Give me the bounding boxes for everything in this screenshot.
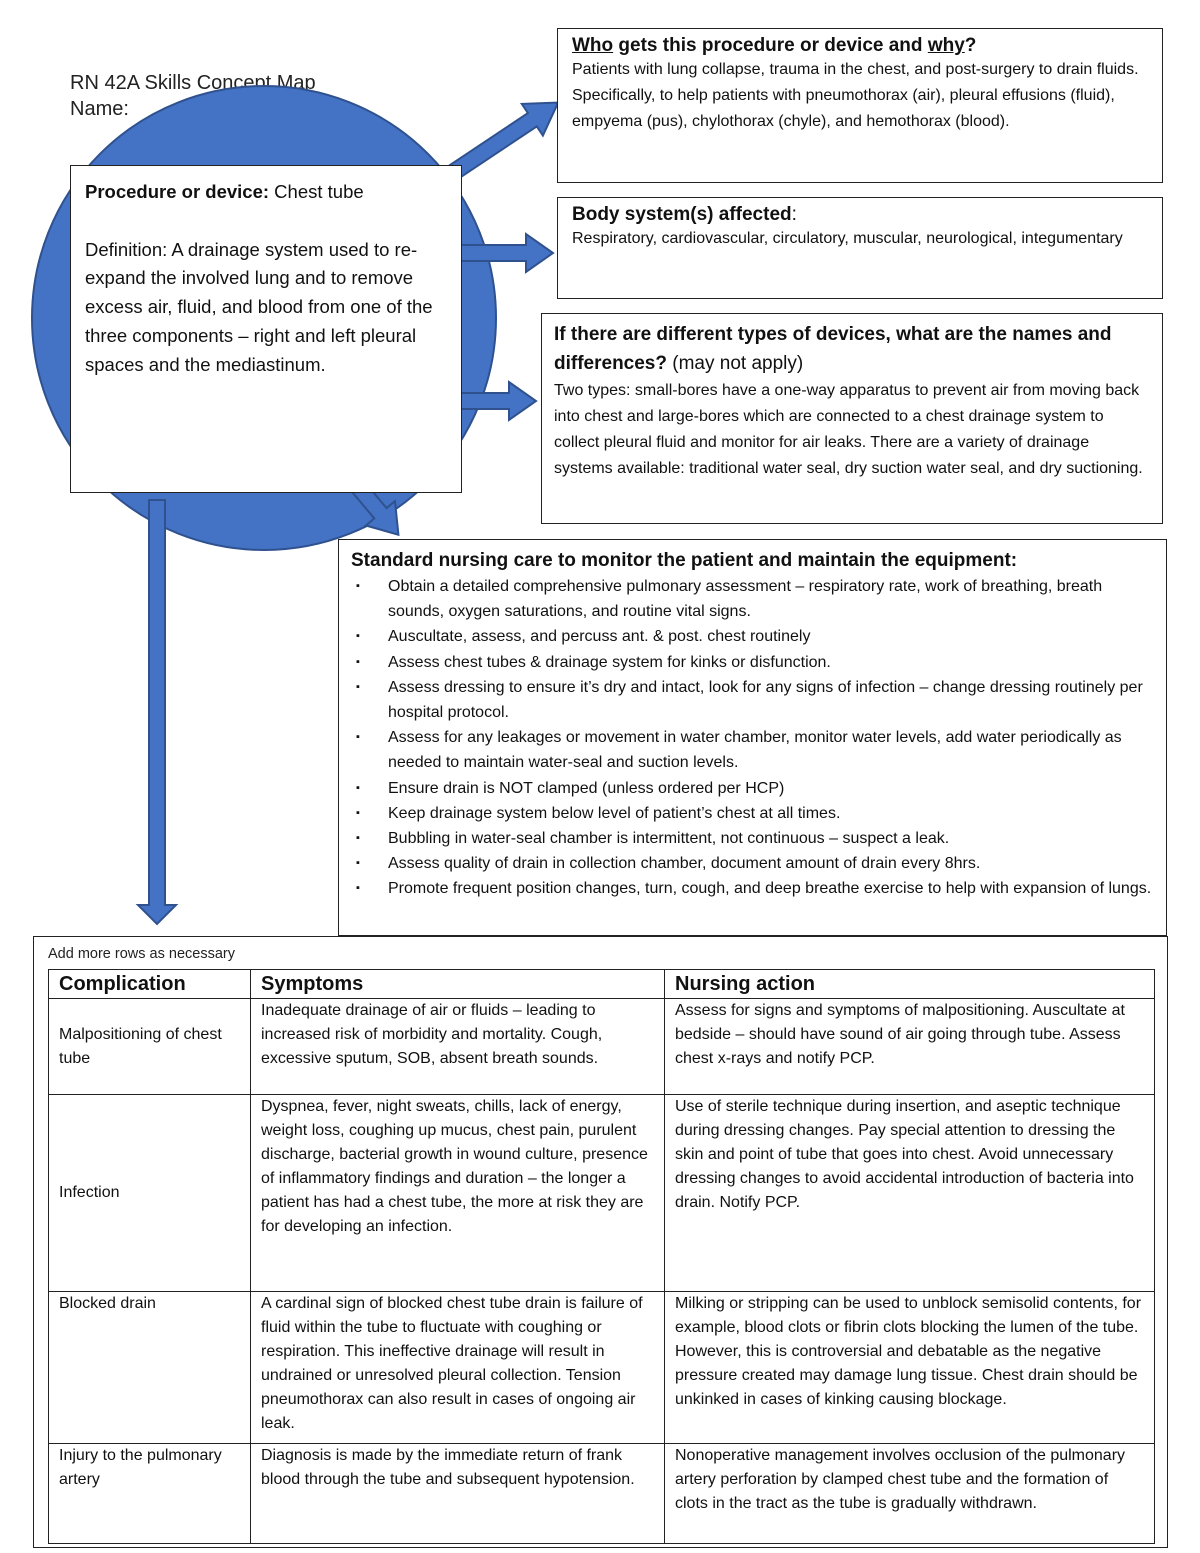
- nursing-care-item-text: Assess quality of drain in collection chamber, document amount of drain every 8hrs.: [388, 855, 981, 873]
- bullet-icon: ▪: [356, 781, 360, 794]
- bullet-icon: ▪: [356, 580, 360, 592]
- nursing-care-item-text: Keep drainage system below level of patient’s chest at all times.: [388, 804, 841, 822]
- nursing-care-item-text: Ensure drain is NOT clamped (unless ordered per HCP): [388, 779, 785, 797]
- who-title: Who gets this procedure or device and why?: [572, 35, 977, 56]
- bullet-icon: ▪: [356, 655, 360, 668]
- table-row: [49, 1444, 1155, 1544]
- procedure-label: Procedure or device:: [85, 181, 270, 202]
- nursing-care-item: [351, 725, 1154, 775]
- nursing-care-item-text: Assess for any leakages or movement in water chamber, monitor water levels, add water periodically as needed to maintain water-seal and suction levels.: [388, 729, 1122, 772]
- document-title: RN 42A Skills Concept Map: [70, 72, 316, 94]
- device-types-title: If there are different types of devices, what are the names and differences? (may not apply): [554, 324, 1112, 374]
- action-cell: Assess for signs and symptoms of malpositioning. Auscultate at bedside – should have sound of air going through tube. Assess chest x-rays and notify PCP.: [665, 999, 1155, 1095]
- symptoms-cell: Inadequate drainage of air or fluids – leading to increased risk of morbidity and mortality. Cough, excessive sputum, SOB, absent breath sounds.: [251, 999, 665, 1095]
- nursing-care-item: [351, 801, 1154, 826]
- action-cell: Nonoperative management involves occlusion of the pulmonary artery perforation by clamped chest tube and the formation of clots in the tract as the tube is gradually withdrawn.: [665, 1444, 1155, 1544]
- complication-cell: Injury to the pulmonary artery: [49, 1444, 251, 1544]
- nursing-care-item: [351, 851, 1154, 876]
- nursing-care-item-text: Obtain a detailed comprehensive pulmonary assessment – respiratory rate, work of breathing, breath sounds, oxygen saturations, and routine vital signs.: [388, 578, 1103, 621]
- nursing-care-item: [351, 675, 1154, 725]
- header-symptoms: Symptoms: [251, 970, 665, 999]
- symptoms-cell: A cardinal sign of blocked chest tube drain is failure of fluid within the tube to fluctuate with coughing or respiration. This ineffective drainage will result in undrained or unresolved pleural collection. Tension pneumothorax can also result in cases of ongoing air leak.: [251, 1292, 665, 1444]
- symptoms-cell: Dyspnea, fever, night sweats, chills, lack of energy, weight loss, coughing up mucus, chest pain, purulent discharge, bacterial growth in wound culture, presence of inflammatory findings and duration – the longer a patient has had a chest tube, the more at risk they are for developing an infection.: [251, 1095, 665, 1292]
- complication-cell: Malpositioning of chest tube: [49, 999, 251, 1095]
- nursing-care-item-text: Promote frequent position changes, turn, cough, and deep breathe exercise to help with expansion of lungs.: [388, 880, 1152, 898]
- bullet-icon: ▪: [356, 731, 360, 744]
- table-row: [49, 1095, 1155, 1292]
- nursing-care-item-text: Assess chest tubes & drainage system for kinks or disfunction.: [388, 653, 831, 671]
- nursing-care-item: [351, 574, 1154, 624]
- bullet-icon: ▪: [356, 806, 360, 819]
- body-systems-box: [557, 197, 1163, 299]
- header-nursing-action: Nursing action: [665, 970, 1155, 999]
- nursing-care-item: [351, 826, 1154, 851]
- table-row: [49, 1292, 1155, 1444]
- bullet-icon: ▪: [356, 857, 360, 870]
- nursing-care-item: [351, 624, 1154, 649]
- who-body: Patients with lung collapse, trauma in the chest, and post-surgery to drain fluids. Specifically, to help patients with pneumothorax (air), pleural effusions (fluid), empyema (pus), chylothorax (chyle), and hemothorax (blood).: [572, 61, 1139, 130]
- procedure-box: [70, 165, 462, 493]
- nursing-care-item-text: Auscultate, assess, and percuss ant. & post. chest routinely: [388, 628, 811, 646]
- bullet-icon: ▪: [356, 630, 360, 643]
- body-systems-title: Body system(s) affected:: [572, 204, 797, 225]
- nursing-care-item: [351, 876, 1154, 901]
- nursing-care-title: Standard nursing care to monitor the patient and maintain the equipment:: [351, 550, 1018, 571]
- nursing-care-item: [351, 776, 1154, 801]
- nursing-care-item-text: Bubbling in water-seal chamber is intermittent, not continuous – suspect a leak.: [388, 830, 950, 848]
- body-systems-body: Respiratory, cardiovascular, circulatory, muscular, neurological, integumentary: [572, 230, 1123, 247]
- complications-table: [48, 969, 1155, 1544]
- nursing-care-item-text: Assess dressing to ensure it’s dry and intact, look for any signs of infection – change dressing routinely per hospital protocol.: [388, 678, 1143, 722]
- nursing-care-box: [338, 539, 1167, 936]
- device-types-box: [541, 313, 1163, 524]
- header-complication: Complication: [49, 970, 251, 999]
- bullet-icon: ▪: [356, 882, 360, 895]
- procedure-line: [85, 178, 447, 207]
- bullet-icon: ▪: [356, 832, 360, 845]
- table-row: [49, 999, 1155, 1095]
- device-types-body: Two types: small-bores have a one-way apparatus to prevent air from moving back into chest and large-bores which are connected to a chest drainage system to collect pleural fluid and monitor for air leaks. There are a variety of drainage systems available: traditional water seal, dry suction water seal, and dry suctioning.: [554, 382, 1143, 477]
- complication-cell: Blocked drain: [49, 1292, 251, 1444]
- nursing-care-item: [351, 650, 1154, 675]
- symptoms-cell: Diagnosis is made by the immediate return of frank blood through the tube and subsequent hypotension.: [251, 1444, 665, 1544]
- bullet-icon: ▪: [356, 680, 360, 693]
- table-note: Add more rows as necessary: [48, 946, 235, 962]
- procedure-value: Chest tube: [269, 181, 364, 202]
- action-cell: Milking or stripping can be used to unblock semisolid contents, for example, blood clots or fibrin clots blocking the lumen of the tube. However, this is controversial and debatable as the negative pressure created may damage lung tissue. Chest drain should be unkinked in cases of kinking causing blockage.: [665, 1292, 1155, 1444]
- nursing-care-list: [351, 574, 1154, 902]
- complications-section: [33, 936, 1168, 1548]
- who-box: [557, 28, 1163, 183]
- arrow-to-complications: [138, 500, 176, 924]
- name-label: Name:: [70, 98, 129, 120]
- procedure-definition: Definition: A drainage system used to re-expand the involved lung and to remove excess air, fluid, and blood from one of the three components – right and left pleural spaces and the mediastinum.: [85, 238, 433, 375]
- complication-cell: Infection: [49, 1095, 251, 1292]
- action-cell: Use of sterile technique during insertion, and aseptic technique during dressing changes. Pay special attention to dressing the skin and point of tube that goes into chest. Avoid unnecessary dressing changes to avoid accidental introduction of bacteria into drain. Notify PCP.: [665, 1095, 1155, 1292]
- table-header-row: [49, 970, 1155, 999]
